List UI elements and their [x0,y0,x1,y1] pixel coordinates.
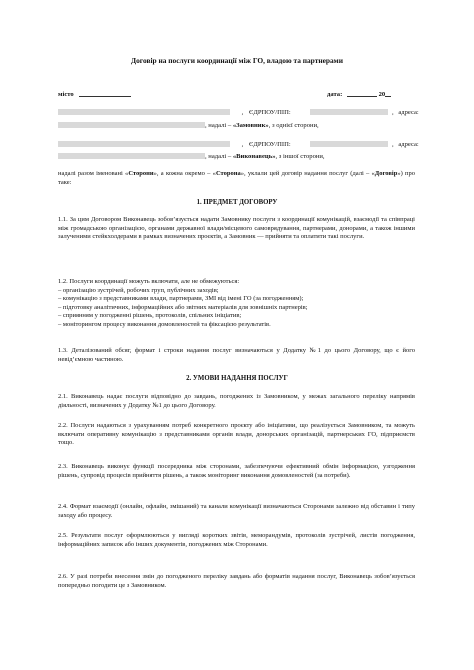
clause-2-5-text: 2.5. Результати послуг оформлюються у вигляді коротких звітів, меморандумів, протоколів зустрічей, листів погодження, інформаційних записок або інших документів, погоджених між Сторонами. [58,532,415,548]
party2-role: «Виконавець» [232,153,276,160]
party2-edrpou-label: ЄДРПОУ/ПІП: [248,141,291,148]
clause-2-5 [58,532,415,549]
preamble-term-parties: Сторони [128,170,154,177]
party1-address-label: адреса: [398,109,419,116]
list-item: – моніторингом процесу виконання домовленостей та фіксацією результатів. [58,320,271,328]
party2-address-label: адреса: [398,141,419,148]
city-field[interactable] [79,90,131,97]
party1-name-field[interactable] [58,109,230,115]
clause-1-1-text: 1.1. За цим Договором Виконавець зобов’язується надати Замовнику послуги з координації комунікацій, взаємодії та співпраці між громадською організацією, органами державної влади/місцевого самоврядування, партнерами, донорами, а також іншими залученими стейкхолдерами в рамках визначених проєктів, а Замовник — прийняти та оплатити такі послуги. [58,216,415,241]
party2-role-suffix: , з іншої сторони, [275,153,325,160]
party2-edrpou-field[interactable] [310,141,388,147]
preamble-term-party: Сторона [215,170,241,177]
list-item: – сприянням у погодженні рішень, протоколів, спільних ініціатив; [58,312,242,320]
preamble-text-4: ») про таке: [58,170,415,186]
preamble-term-contract: Договір [374,170,398,177]
clause-1-3-text: 1.3. Деталізований обсяг, формат і строки надання послуг визначаються у Додатку №1 до цього Договору, що є його невід’ємною частиною. [58,347,415,363]
list-item: – комунікацію з представниками влади, партнерами, ЗМІ від імені ГО (за погодженням); [58,295,304,303]
party2-name-field[interactable] [58,141,230,147]
party1-address-field[interactable] [58,122,205,128]
clause-2-4 [58,503,415,520]
list-item: – організацію зустрічей, робочих груп, публічних заходів; [58,286,219,294]
party1-role: «Замовник» [232,122,269,129]
list-item: – підготовку аналітичних, інформаційних або звітних матеріалів для зовнішніх партнерів; [58,303,308,311]
party2-line1: , ЄДРПОУ/ПІП: , адреса: [58,141,419,149]
party1-role-prefix: , надалі – [205,122,232,129]
clause-1-1 [58,216,415,242]
city-line [58,90,131,99]
preamble-text-3: », уклали цей договір надання послуг (далі – « [240,170,375,177]
party2-address-field[interactable] [58,153,205,159]
party1-line2 [58,122,319,130]
clause-1-3 [58,347,415,364]
clause-2-2 [58,422,415,448]
clause-2-1-text: 2.1. Виконавець надає послуги відповідно до завдань, погоджених із Замовником, у межах загального переліку напрямів діяльності, визначених у Додатку №1 до цього Договору. [58,393,415,409]
clause-2-6 [58,573,415,590]
preamble [58,170,415,187]
section2-heading: 2. УМОВИ НАДАННЯ ПОСЛУГ [186,375,288,382]
year-field[interactable] [385,90,391,97]
document-title: Договір на послуги координації між ГО, владою та партнерами [131,56,343,65]
clause-2-1 [58,393,415,410]
party2-role-prefix: , надалі – [205,153,232,160]
clause-2-3 [58,463,415,480]
date-field[interactable] [347,90,377,97]
party2-line2 [58,153,325,161]
clause-2-2-text: 2.2. Послуги надаються з урахуванням потреб конкретного проєкту або ініціативи, що реалізується Замовником, та можуть включати оперативну комунікацію з представниками органів влади, донорських організацій, партнерських ГО, підприємств тощо. [58,422,415,447]
section1-heading: 1. ПРЕДМЕТ ДОГОВОРУ [196,199,278,206]
clause-2-4-text: 2.4. Формат взаємодії (онлайн, офлайн, змішаний) та канали комунікації визначаються Сторонами залежно від обставин і типу заходу або процесу. [58,503,415,519]
party1-edrpou-label: ЄДРПОУ/ПІП: [248,109,291,116]
party1-role-suffix: , з однієї сторони, [268,122,319,129]
preamble-text-1: надалі разом іменовані « [58,170,129,177]
party1-edrpou-field[interactable] [310,109,388,115]
preamble-text-2: », а кожна окремо – « [153,170,216,177]
clause-1-2 [58,278,415,330]
date-line [327,90,391,99]
year-prefix: 20 [378,91,386,98]
party1-line1: , ЄДРПОУ/ПІП: , адреса: [58,109,419,117]
date-label: дата: [327,91,343,98]
clause-1-2-intro: 1.2. Послуги координації можуть включати, але не обмежуються: [58,278,240,285]
city-label: місто [58,91,74,98]
clause-2-3-text: 2.3. Виконавець виконує функції посередника між сторонами, забезпечуючи ефективний обмін інформацією, узгодження рішень, супровід процесів прийняття рішень, а також моніторинг виконання домовленостей (за потреби). [58,463,415,479]
clause-2-6-text: 2.6. У разі потреби внесення змін до погодженого переліку завдань або форматів надання послуг, Виконавець зобов’язується попередньо погодити це з Замовником. [58,573,415,589]
